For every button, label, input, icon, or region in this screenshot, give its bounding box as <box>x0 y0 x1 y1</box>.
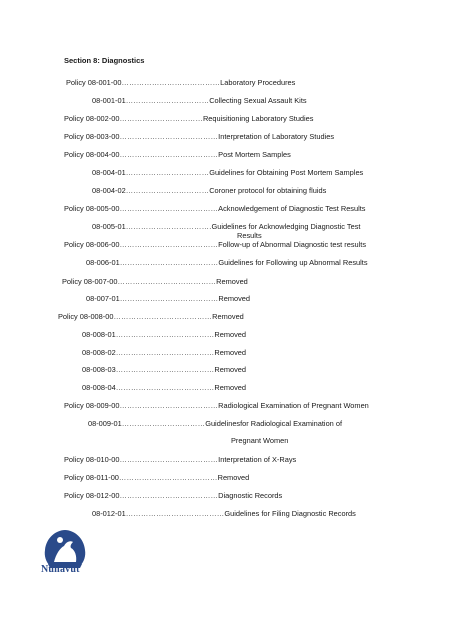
leader-dots: ………………………………… <box>119 455 219 464</box>
section-heading: Section 8: Diagnostics <box>64 56 145 65</box>
policy-code: 08-004-01 <box>92 168 126 177</box>
policy-code: 08-008-03 <box>82 365 116 374</box>
leader-dots: ………………………………… <box>115 330 215 339</box>
policy-code: Policy 08-003-00 <box>64 132 120 141</box>
leader-dots: ………………………………… <box>119 401 219 410</box>
policy-title: Guidelines for Obtaining Post Mortem Samples <box>209 168 364 177</box>
policy-title: Follow-up of Abnormal Diagnostic test results <box>218 240 367 249</box>
policy-title: Removed <box>214 365 247 374</box>
leader-dots: ………………………………… <box>113 312 213 321</box>
toc-entry <box>92 168 363 178</box>
policy-code: Policy 08-010-00 <box>64 455 120 464</box>
policy-title: Removed <box>212 312 244 321</box>
policy-code: Policy 08-011-00 <box>64 473 119 482</box>
leader-dots: …………………………… <box>125 168 210 177</box>
title-continuation: Results <box>237 231 262 240</box>
leader-dots: …………………………… <box>125 96 210 105</box>
policy-code: 08-004-02 <box>92 186 126 195</box>
policy-title: Guidelinesfor Radiological Examination of <box>205 419 343 428</box>
toc-entry <box>64 204 366 214</box>
toc-entry <box>92 96 307 106</box>
policy-code: Policy 08-012-00 <box>64 491 120 500</box>
policy-title: Interpretation of X-Rays <box>218 455 297 464</box>
toc-entry <box>64 132 334 142</box>
toc-entry <box>64 240 366 250</box>
leader-dots: …………………………… <box>119 114 203 123</box>
policy-code: 08-007-01 <box>86 294 120 303</box>
leader-dots: ………………………………… <box>119 294 219 303</box>
toc-entry <box>92 222 360 232</box>
toc-entry <box>64 114 314 124</box>
toc-entry <box>64 150 291 160</box>
policy-code: 08-001-01 <box>92 96 126 105</box>
toc-entry <box>66 78 295 88</box>
toc-entry <box>86 294 250 304</box>
toc-entry <box>64 473 249 483</box>
leader-dots: ………………………………… <box>125 509 225 518</box>
policy-code: Policy 08-006-00 <box>64 240 120 249</box>
leader-dots: ………………………………… <box>117 277 217 286</box>
policy-title: Removed <box>214 383 247 392</box>
toc-entry <box>58 312 244 322</box>
toc-entry <box>88 419 342 429</box>
toc-entry <box>92 509 356 519</box>
policy-code: Policy 08-009-00 <box>64 401 120 410</box>
policy-title: Interpretation of Laboratory Studies <box>218 132 335 141</box>
policy-code: 08-009-01 <box>88 419 122 428</box>
policy-code: 08-005-01 <box>92 222 126 231</box>
policy-code: Policy 08-008-00 <box>58 312 114 321</box>
toc-entry <box>92 186 326 196</box>
leader-dots: ………………………………… <box>119 258 219 267</box>
policy-code: 08-008-04 <box>82 383 116 392</box>
toc-entry <box>64 455 296 465</box>
policy-code: Policy 08-007-00 <box>62 277 118 286</box>
leader-dots: ………………………………… <box>121 78 221 87</box>
leader-dots: ………………………………… <box>119 240 219 249</box>
policy-title: Acknowledgement of Diagnostic Test Results <box>218 204 366 213</box>
logo-wordmark: Nunavut <box>41 564 80 575</box>
policy-code: Policy 08-001-00 <box>66 78 122 87</box>
policy-code: 08-008-02 <box>82 348 116 357</box>
policy-code: Policy 08-005-00 <box>64 204 120 213</box>
toc-entry <box>82 348 246 358</box>
policy-title: Coroner protocol for obtaining fluids <box>209 186 327 195</box>
toc-entry <box>64 491 282 501</box>
leader-dots: ………………………………… <box>119 204 219 213</box>
policy-code: 08-006-01 <box>86 258 120 267</box>
policy-code: Policy 08-002-00 <box>64 114 120 123</box>
policy-code: 08-008-01 <box>82 330 116 339</box>
policy-title: Laboratory Procedures <box>220 78 296 87</box>
policy-title: Guidelines for Filing Diagnostic Records <box>224 509 356 518</box>
policy-code: Policy 08-004-00 <box>64 150 120 159</box>
leader-dots: …………………………… <box>121 419 206 428</box>
leader-dots: ………………………………… <box>115 348 215 357</box>
policy-title: Guidelines for Following up Abnormal Results <box>218 258 368 267</box>
policy-title: Radiological Examination of Pregnant Women <box>218 401 369 410</box>
policy-title: Requisitioning Laboratory Studies <box>202 114 314 123</box>
leader-dots: …………………………… <box>125 186 210 195</box>
toc-entry <box>82 330 246 340</box>
leader-dots: ………………………………… <box>115 383 215 392</box>
title-continuation: Pregnant Women <box>231 436 289 445</box>
policy-title: Guidelines for Acknowledging Diagnostic Test <box>211 222 361 231</box>
policy-title: Removed <box>214 330 247 339</box>
policy-title: Removed <box>216 277 248 286</box>
policy-title: Diagnostic Records <box>218 491 283 500</box>
leader-dots: ……………………………. <box>125 222 212 231</box>
leader-dots: ………………………………… <box>118 473 218 482</box>
leader-dots: ………………………………… <box>119 150 219 159</box>
policy-title: Removed <box>218 294 251 303</box>
toc-entry <box>86 258 368 268</box>
toc-entry <box>62 277 248 287</box>
policy-title: Post Mortem Samples <box>218 150 291 159</box>
leader-dots: ………………………………… <box>115 365 215 374</box>
toc-entry <box>82 383 246 393</box>
policy-code: 08-012-01 <box>92 509 126 518</box>
toc-entry <box>64 401 369 411</box>
leader-dots: ………………………………… <box>119 491 219 500</box>
policy-title: Removed <box>217 473 250 482</box>
toc-entry <box>82 365 246 375</box>
policy-title: Collecting Sexual Assault Kits <box>209 96 307 105</box>
leader-dots: ………………………………… <box>119 132 219 141</box>
policy-title: Removed <box>214 348 247 357</box>
